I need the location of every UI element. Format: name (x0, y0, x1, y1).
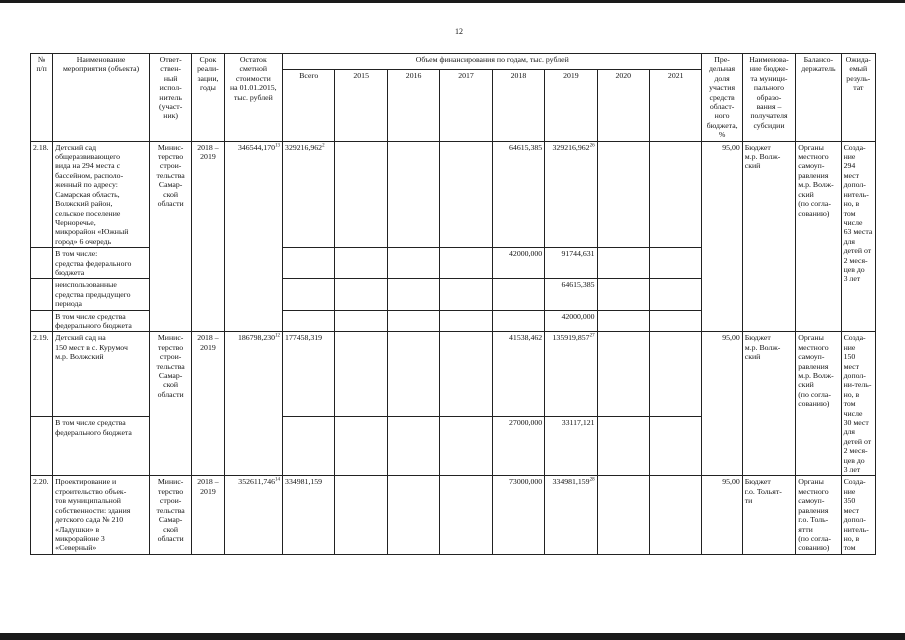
row-num-text: 2.18. (33, 142, 49, 152)
subrow-2021 (650, 310, 702, 332)
row-budget-text: Бюджет м.р. Волж- ский (744, 333, 781, 362)
row-num-text: 2.19. (33, 333, 49, 343)
header-responsible: Ответ- ствен- ный испол- нитель (участ- ник) (149, 54, 191, 142)
row-2016 (387, 332, 439, 417)
subrow-2020 (597, 310, 649, 332)
row-2019-text: 334981,159 (552, 477, 590, 487)
row-budget (742, 332, 795, 476)
table-row (31, 141, 876, 247)
row-responsible-text: Минис- терство строи- тельства Самар- ской области (156, 477, 185, 543)
row-responsible (149, 141, 191, 332)
subrow-2018-text: 27000,000 (509, 418, 543, 428)
row-total-text: 329216,962 (285, 142, 323, 152)
subrow-name (53, 248, 150, 279)
header-year-2019: 2019 (545, 69, 597, 141)
bottom-border-band (0, 633, 905, 640)
subrow-name-text: В том числе: средства федерального бюджета (55, 249, 132, 277)
row-2020 (597, 332, 649, 417)
header-row (31, 54, 876, 70)
row-period (192, 476, 224, 554)
subrow-name-text: В том числе средства федерального бюджета (55, 311, 132, 330)
row-period-text: 2018 – 2019 (197, 333, 219, 352)
row-num-text: 2.20. (33, 477, 49, 487)
row-2015 (335, 332, 387, 417)
row-num (31, 332, 53, 417)
subrow-2019-text: 64615,385 (561, 280, 595, 290)
row-name-text: Детский сад на 150 мест в с. Курумоч м.р. Волжский (55, 333, 128, 362)
header-year-2016: 2016 (387, 69, 439, 141)
header-year-2018: 2018 (492, 69, 544, 141)
row-result-text: Созда- ние 294 мест допол- нитель- но, в том числе 63 места для детей от 2 меся- цев до 3 лет (843, 142, 873, 284)
row-share (702, 141, 742, 332)
row-balance (224, 332, 282, 476)
row-share (702, 476, 742, 554)
subrow-num (31, 417, 53, 476)
row-2018-text: 64615,385 (509, 142, 543, 152)
subrow-2018 (492, 279, 544, 310)
row-2019-text: 135919,857 (552, 333, 590, 343)
header-period: Срок реали- зации, годы (192, 54, 224, 142)
subrow-2016 (387, 248, 439, 279)
row-2021 (650, 141, 702, 247)
table-row (31, 476, 876, 554)
subrow-2019 (545, 248, 597, 279)
row-2018-text: 73000,000 (509, 477, 543, 487)
row-balance-text: 186798,230 (238, 333, 276, 343)
row-2018-text: 41538,462 (509, 333, 543, 343)
row-share (702, 332, 742, 476)
row-2020 (597, 476, 649, 554)
row-budget (742, 141, 795, 332)
row-period-text: 2018 – 2019 (197, 142, 219, 162)
subrow-2021 (650, 248, 702, 279)
header-holder: Балансо- держатель (796, 54, 841, 142)
subrow-2019-text: 91744,631 (561, 249, 595, 259)
row-balance (224, 476, 282, 554)
row-holder (796, 141, 841, 332)
subrow-2019 (545, 417, 597, 476)
row-share-text: 95,00 (722, 477, 740, 487)
row-2019-text: 329216,962 (552, 142, 590, 152)
header-year-2015: 2015 (335, 69, 387, 141)
header-funding-group: Объем финансирования по годам, тыс. рублей (283, 54, 702, 70)
row-result (841, 141, 875, 332)
subrow-num (31, 279, 53, 310)
header-year-total: Всего (283, 69, 335, 141)
row-2018 (492, 476, 544, 554)
row-name-text: Проектирование и строительство объек- тов муниципальной собственности: здания детского сада № 210 «Ладушки» в микрорайоне 3 «Северный» (55, 477, 131, 553)
row-num (31, 476, 53, 554)
row-2018 (492, 141, 544, 247)
header-year-2017: 2017 (440, 69, 492, 141)
row-2017 (440, 332, 492, 417)
subrow-2017 (440, 279, 492, 310)
header-year-2020: 2020 (597, 69, 649, 141)
row-budget-text: Бюджет г.о. Тольят- ти (744, 477, 782, 506)
row-name (53, 141, 150, 247)
row-budget-text: Бюджет м.р. Волж- ский (744, 142, 781, 171)
row-balance-footnote: 13 (275, 143, 281, 149)
row-2016 (387, 141, 439, 247)
row-name (53, 476, 150, 554)
row-2015 (335, 476, 387, 554)
row-2019 (545, 332, 597, 417)
row-name (53, 332, 150, 417)
row-total-footnote: 2 (322, 143, 325, 149)
row-period (192, 332, 224, 476)
header-balance: Остаток сметной стоимости на 01.01.2015, тыс. рублей (224, 54, 282, 142)
subrow-2019 (545, 310, 597, 332)
row-2017 (440, 476, 492, 554)
row-balance-footnote: 12 (275, 333, 281, 339)
subrow-name (53, 417, 150, 476)
page-number: 12 (455, 27, 463, 36)
row-holder (796, 476, 841, 554)
table-row (31, 332, 876, 417)
subrow-2015 (335, 310, 387, 332)
row-total-text: 177458,319 (285, 333, 323, 343)
row-period-text: 2018 – 2019 (197, 477, 219, 496)
row-period (192, 141, 224, 332)
row-result-text: Созда- ние 150 мест допол- ни-тель- но, в том числе 30 мест для детей от 2 меся- цев до 3 лет (843, 333, 872, 475)
row-2019-footnote: 28 (589, 477, 595, 483)
subrow-2019-text: 42000,000 (561, 311, 595, 321)
row-holder-text: Органы местного самоуп- равления м.р. Волж- ский (по согла- сованию) (798, 333, 834, 409)
subrow-2021 (650, 279, 702, 310)
funding-table (30, 53, 876, 555)
subrow-2017 (440, 417, 492, 476)
subrow-2017 (440, 248, 492, 279)
header-num: № п/п (31, 54, 53, 142)
subrow-total (283, 279, 335, 310)
top-border-band (0, 0, 905, 3)
row-2019-footnote: 27 (589, 333, 595, 339)
row-balance-footnote: 14 (275, 477, 281, 483)
subrow-2020 (597, 248, 649, 279)
subrow-2015 (335, 417, 387, 476)
subrow-2021 (650, 417, 702, 476)
subrow-2017 (440, 310, 492, 332)
row-responsible-text: Минис- терство строи- тельства Самар- ской области (156, 333, 185, 399)
subrow-2019-text: 33117,121 (561, 418, 595, 428)
subrow-total (283, 310, 335, 332)
row-share-text: 95,00 (722, 142, 740, 152)
row-total (283, 332, 335, 417)
row-result (841, 332, 875, 476)
subrow-2015 (335, 248, 387, 279)
subrow-2018-text: 42000,000 (509, 249, 543, 259)
subrow-2016 (387, 279, 439, 310)
subrow-2020 (597, 417, 649, 476)
subrow-2018 (492, 310, 544, 332)
row-2019 (545, 476, 597, 554)
row-result-text: Созда- ние 350 мест допол- нитель- но, в том (843, 477, 869, 553)
row-2017 (440, 141, 492, 247)
subrow-2020 (597, 279, 649, 310)
row-share-text: 95,00 (722, 333, 740, 343)
row-balance-text: 352611,746 (238, 477, 276, 487)
subrow-2016 (387, 417, 439, 476)
row-responsible (149, 332, 191, 476)
subrow-num (31, 310, 53, 332)
row-2018 (492, 332, 544, 417)
subrow-2019 (545, 279, 597, 310)
row-2019 (545, 141, 597, 247)
row-2021 (650, 332, 702, 417)
subrow-name-text: В том числе средства федерального бюджета (55, 418, 132, 437)
subrow-name (53, 279, 150, 310)
header-name: Наименование мероприятия (объекта) (53, 54, 150, 142)
subrow-2018 (492, 248, 544, 279)
header-budget: Наименова- ние бюдже- та муници- пального образо- вания – получателя субсидии (742, 54, 795, 142)
subrow-name-text: неиспользованные средства предыдущего периода (55, 280, 131, 309)
row-responsible-text: Минис- терство строи- тельства Самар- ской области (156, 142, 185, 209)
row-holder-text: Органы местного самоуп- равления м.р. Волж- ский (по согла- сованию) (798, 142, 834, 218)
row-total-text: 334981,159 (285, 477, 323, 487)
row-2019-footnote: 26 (589, 143, 595, 149)
header-result: Ожида- емый резуль- тат (841, 54, 875, 142)
row-2021 (650, 476, 702, 554)
row-2020 (597, 141, 649, 247)
subrow-total (283, 248, 335, 279)
row-result (841, 476, 875, 554)
header-year-2021: 2021 (650, 69, 702, 141)
subrow-2015 (335, 279, 387, 310)
subrow-2018 (492, 417, 544, 476)
subrow-total (283, 417, 335, 476)
row-2015 (335, 141, 387, 247)
header-share: Пре- дельная доля участия средств област- ного бюджета, % (702, 54, 742, 142)
row-name-text: Детский сад общеразвивающего вида на 294 места с бассейном, располо- женный по адресу: Самарская область, Волжский район, сельское поселение Черноречье, микрорайон «Южный город» 6 очередь (55, 142, 129, 246)
row-responsible (149, 476, 191, 554)
row-2016 (387, 476, 439, 554)
row-balance (224, 141, 282, 332)
row-total (283, 141, 335, 247)
row-holder (796, 332, 841, 476)
subrow-name (53, 310, 150, 332)
row-total (283, 476, 335, 554)
row-budget (742, 476, 795, 554)
row-holder-text: Органы местного самоуп- равления г.о. Толь- ятти (по согла- сованию) (798, 477, 831, 553)
subrow-num (31, 248, 53, 279)
row-num (31, 141, 53, 247)
subrow-2016 (387, 310, 439, 332)
row-balance-text: 346544,170 (238, 142, 276, 152)
